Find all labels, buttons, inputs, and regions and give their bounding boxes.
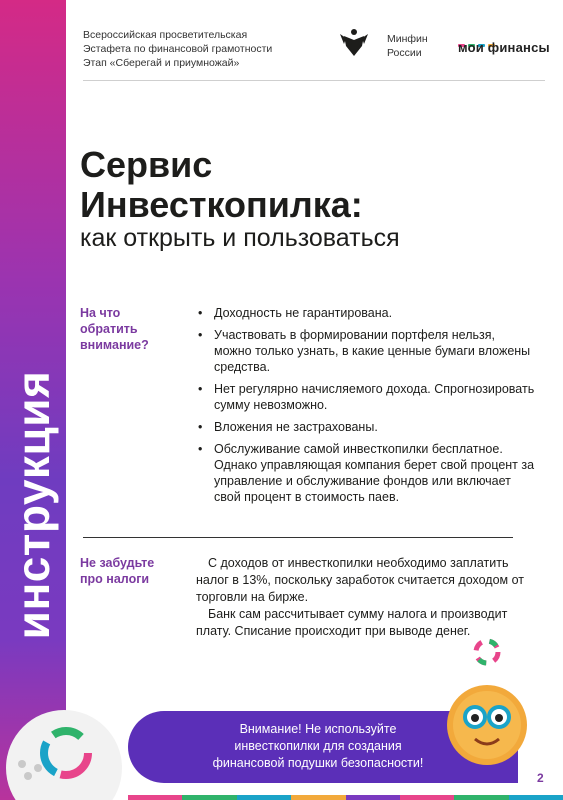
attention-label-line: обратить — [80, 322, 138, 336]
taxes-text — [196, 555, 526, 640]
taxes-paragraph: Банк сам рассчитывает сумму налога и производит плату. Списание происходит при выводе денег. — [196, 607, 508, 638]
attention-list — [196, 305, 536, 511]
organizer-text — [83, 28, 272, 70]
taxes-label-line: Не забудьте — [80, 556, 155, 570]
minfin-text — [387, 32, 428, 60]
page-title-line1: Сервис — [80, 144, 213, 185]
attention-label-line: На что — [80, 306, 121, 320]
organizer-line: Эстафета по финансовой грамотности — [83, 43, 273, 55]
list-item: • Обслуживание самой инвесткопилки бесплатное. Однако управляющая компания берет свой процент за управление и обслуживание фондов или включает свой процент в стоимость паев. — [196, 441, 536, 505]
organizer-line: Всероссийская просветительская — [83, 29, 248, 41]
relay-logo-icon — [0, 698, 128, 800]
header-divider — [83, 80, 545, 81]
sidebar-gradient — [0, 0, 66, 800]
attention-label-line: внимание? — [80, 338, 149, 352]
page-title-line2: Инвесткопилка: — [80, 184, 363, 225]
section-divider — [83, 537, 513, 538]
warning-banner-text: Внимание! Не используйте инвесткопилки для создания финансовой подушки безопасности! — [212, 722, 424, 770]
list-item: • Доходность не гарантирована. — [196, 305, 536, 321]
page-subtitle: как открыть и пользоваться — [80, 224, 400, 252]
organizer-line: Этап «Сберегай и приумножай» — [83, 57, 240, 69]
minfin-line: России — [387, 47, 422, 59]
minfin-line: Минфин — [387, 33, 428, 45]
list-item: • Нет регулярно начисляемого дохода. Спрогнозировать сумму невозможно. — [196, 381, 536, 413]
list-item: • Участвовать в формировании портфеля нельзя, можно только узнать, в какие ценные бумаги вложены средства. — [196, 327, 536, 375]
coin-mascot-icon — [445, 635, 530, 775]
attention-label — [80, 305, 149, 353]
taxes-label — [80, 555, 154, 587]
bottom-color-bar — [128, 795, 563, 800]
taxes-label-line: про налоги — [80, 572, 150, 586]
page-number: 2 — [537, 771, 544, 785]
sidebar-label: инструкция — [7, 370, 59, 640]
brand-logo: мои финансы — [458, 40, 550, 55]
list-item: • Вложения не застрахованы. — [196, 419, 536, 435]
taxes-paragraph: С доходов от инвесткопилки необходимо заплатить налог в 13%, поскольку заработок считается доходом от торговли на бирже. — [196, 556, 525, 604]
